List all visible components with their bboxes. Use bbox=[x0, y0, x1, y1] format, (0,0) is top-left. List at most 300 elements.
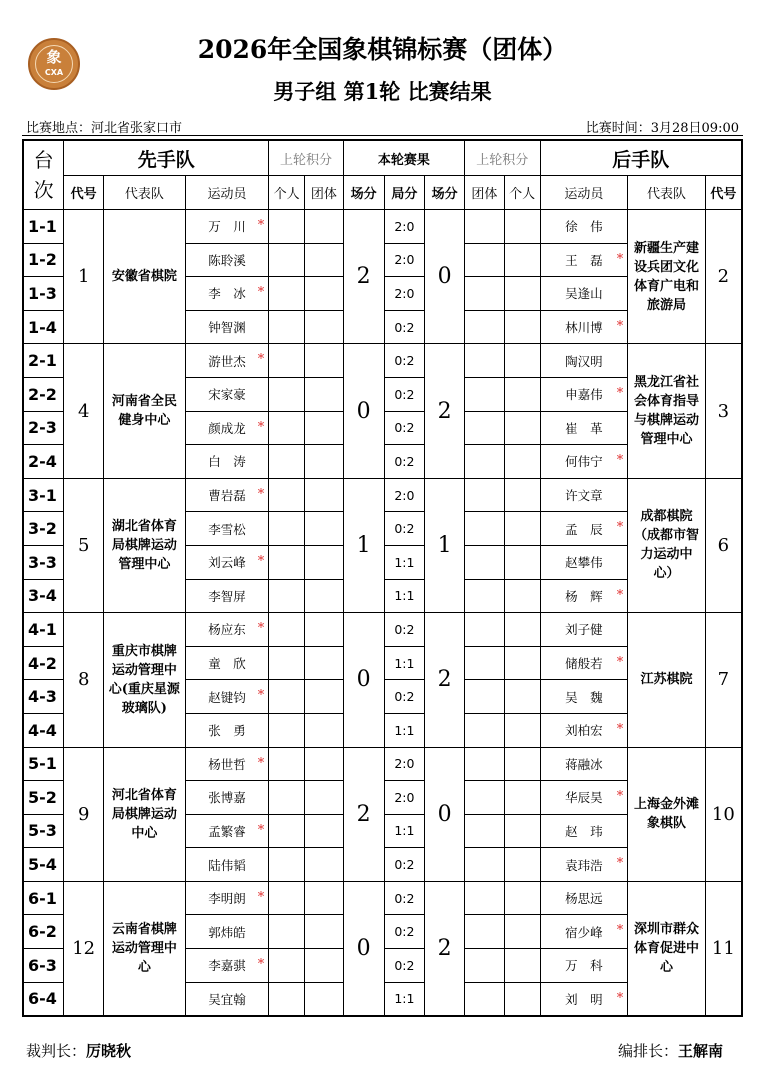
away-match-score: 2 bbox=[425, 344, 465, 478]
home-group-prev bbox=[304, 277, 343, 311]
seed-star-icon: * bbox=[257, 621, 265, 637]
away-player bbox=[540, 377, 628, 411]
home-code: 1 bbox=[64, 210, 104, 344]
away-player bbox=[540, 747, 628, 781]
home-player bbox=[185, 512, 269, 546]
home-team-name: 云南省棋牌运动管理中心 bbox=[104, 881, 186, 1016]
away-player-name: 刘柏宏 bbox=[565, 723, 603, 739]
board-number: 3-3 bbox=[23, 545, 64, 579]
seed-star-icon: * bbox=[616, 789, 624, 805]
away-player-name: 林川博 bbox=[565, 320, 603, 336]
board-number: 4-4 bbox=[23, 713, 64, 747]
home-match-score: 0 bbox=[343, 613, 384, 747]
home-player bbox=[185, 646, 269, 680]
home-player bbox=[185, 747, 269, 781]
game-score: 0:2 bbox=[384, 310, 425, 344]
home-group-prev bbox=[304, 646, 343, 680]
home-individual-prev bbox=[269, 210, 305, 244]
home-player bbox=[185, 781, 269, 815]
home-individual-prev bbox=[269, 915, 305, 949]
away-individual-header: 个人 bbox=[504, 176, 540, 210]
home-player-name: 李明朗 bbox=[208, 891, 246, 907]
game-score: 1:1 bbox=[384, 982, 425, 1016]
logo-text: CXA bbox=[44, 68, 64, 77]
away-individual-prev bbox=[504, 848, 540, 882]
home-player bbox=[185, 277, 269, 311]
away-group-prev bbox=[465, 377, 505, 411]
away-player bbox=[540, 545, 628, 579]
away-group-prev bbox=[465, 344, 505, 378]
home-code: 5 bbox=[64, 478, 104, 612]
board-number: 5-4 bbox=[23, 848, 64, 882]
away-player bbox=[540, 848, 628, 882]
away-player-header: 运动员 bbox=[540, 176, 628, 210]
home-team-header: 先手队 bbox=[64, 140, 269, 176]
away-group-prev bbox=[465, 478, 505, 512]
board-number: 1-1 bbox=[23, 210, 64, 244]
seed-star-icon: * bbox=[616, 318, 624, 334]
home-player-name: 李嘉骐 bbox=[208, 958, 246, 974]
arranger-name: 王解南 bbox=[677, 1042, 723, 1060]
game-score: 0:2 bbox=[384, 344, 425, 378]
game-score: 0:2 bbox=[384, 445, 425, 479]
game-score: 0:2 bbox=[384, 848, 425, 882]
game-score: 0:2 bbox=[384, 915, 425, 949]
referee-line bbox=[26, 1040, 131, 1061]
home-individual-prev bbox=[269, 277, 305, 311]
away-individual-prev bbox=[504, 310, 540, 344]
home-player-name: 赵键钧 bbox=[208, 689, 246, 705]
home-code: 4 bbox=[64, 344, 104, 478]
away-code-header: 代号 bbox=[705, 176, 742, 210]
home-player-name: 杨世哲 bbox=[208, 756, 246, 772]
seed-star-icon: * bbox=[616, 385, 624, 401]
away-group-prev bbox=[465, 680, 505, 714]
away-player-name: 华辰昊 bbox=[565, 790, 603, 806]
home-group-prev bbox=[304, 747, 343, 781]
away-group-prev bbox=[465, 814, 505, 848]
home-player-name: 陆伟韬 bbox=[208, 857, 246, 873]
away-player-name: 蒋融冰 bbox=[565, 756, 603, 772]
away-individual-prev bbox=[504, 982, 540, 1016]
away-code: 7 bbox=[705, 613, 742, 747]
home-player-name: 吴宜翰 bbox=[208, 991, 246, 1007]
home-group-prev bbox=[304, 848, 343, 882]
away-player bbox=[540, 646, 628, 680]
game-score: 0:2 bbox=[384, 411, 425, 445]
home-player-name: 曹岩磊 bbox=[208, 488, 246, 504]
home-individual-prev bbox=[269, 680, 305, 714]
game-score: 2:0 bbox=[384, 478, 425, 512]
home-individual-prev bbox=[269, 781, 305, 815]
away-player-name: 赵攀伟 bbox=[565, 555, 603, 571]
game-score: 0:2 bbox=[384, 377, 425, 411]
game-score: 1:1 bbox=[384, 646, 425, 680]
game-score: 0:2 bbox=[384, 949, 425, 983]
away-individual-prev bbox=[504, 377, 540, 411]
home-match-score: 1 bbox=[343, 478, 384, 612]
home-player bbox=[185, 243, 269, 277]
seed-star-icon: * bbox=[257, 755, 265, 771]
home-group-prev bbox=[304, 949, 343, 983]
away-individual-prev bbox=[504, 243, 540, 277]
home-player bbox=[185, 915, 269, 949]
away-player-name: 申嘉伟 bbox=[565, 387, 603, 403]
board-number: 5-2 bbox=[23, 781, 64, 815]
home-individual-prev bbox=[269, 949, 305, 983]
home-code: 8 bbox=[64, 613, 104, 747]
away-player bbox=[540, 613, 628, 647]
home-group-prev bbox=[304, 512, 343, 546]
results-table bbox=[22, 139, 743, 1017]
away-code: 11 bbox=[705, 881, 742, 1016]
home-individual-prev bbox=[269, 848, 305, 882]
referee-name: 厉晓秋 bbox=[86, 1042, 132, 1060]
away-match-score: 1 bbox=[425, 478, 465, 612]
home-player-name: 刘云峰 bbox=[208, 555, 246, 571]
game-score: 1:1 bbox=[384, 814, 425, 848]
home-group-prev bbox=[304, 445, 343, 479]
home-player bbox=[185, 310, 269, 344]
away-group-prev bbox=[465, 613, 505, 647]
home-group-prev bbox=[304, 781, 343, 815]
board-number: 6-3 bbox=[23, 949, 64, 983]
home-group-prev bbox=[304, 243, 343, 277]
away-group-prev bbox=[465, 915, 505, 949]
home-group-prev bbox=[304, 613, 343, 647]
table-row bbox=[23, 478, 742, 512]
table-row bbox=[23, 613, 742, 647]
away-individual-prev bbox=[504, 344, 540, 378]
away-player bbox=[540, 579, 628, 613]
away-individual-prev bbox=[504, 579, 540, 613]
seed-star-icon: * bbox=[257, 553, 265, 569]
away-group-prev bbox=[465, 982, 505, 1016]
venue-text: 比赛地点：河北省张家口市 bbox=[26, 121, 183, 136]
away-individual-prev bbox=[504, 814, 540, 848]
away-individual-prev bbox=[504, 747, 540, 781]
away-player-name: 崔 革 bbox=[565, 420, 603, 436]
game-score: 1:1 bbox=[384, 545, 425, 579]
away-individual-prev bbox=[504, 881, 540, 915]
away-player bbox=[540, 881, 628, 915]
seed-star-icon: * bbox=[257, 486, 265, 502]
home-player-name: 郭炜皓 bbox=[208, 924, 246, 940]
seed-star-icon: * bbox=[616, 721, 624, 737]
away-player bbox=[540, 344, 628, 378]
prev-points-left-header: 上轮积分 bbox=[269, 140, 343, 176]
game-pts-header: 局分 bbox=[384, 176, 425, 210]
away-group-prev bbox=[465, 210, 505, 244]
home-group-prev bbox=[304, 411, 343, 445]
home-player-name: 李智屏 bbox=[208, 588, 246, 604]
home-match-score: 0 bbox=[343, 344, 384, 478]
seed-star-icon: * bbox=[616, 251, 624, 267]
table-row bbox=[23, 881, 742, 915]
board-number: 1-4 bbox=[23, 310, 64, 344]
game-score: 0:2 bbox=[384, 680, 425, 714]
home-player bbox=[185, 411, 269, 445]
home-player bbox=[185, 949, 269, 983]
away-individual-prev bbox=[504, 949, 540, 983]
home-player-header: 运动员 bbox=[185, 176, 269, 210]
away-player bbox=[540, 310, 628, 344]
home-player bbox=[185, 982, 269, 1016]
prev-points-right-header: 上轮积分 bbox=[465, 140, 540, 176]
seed-star-icon: * bbox=[257, 419, 265, 435]
away-team-name: 深圳市群众体育促进中心 bbox=[628, 881, 706, 1016]
game-score: 2:0 bbox=[384, 277, 425, 311]
header-divider bbox=[22, 135, 743, 136]
home-player bbox=[185, 579, 269, 613]
board-number: 1-3 bbox=[23, 277, 64, 311]
home-code-header: 代号 bbox=[64, 176, 104, 210]
away-player-name: 刘 明 bbox=[565, 991, 603, 1007]
seed-star-icon: * bbox=[257, 889, 265, 905]
away-individual-prev bbox=[504, 210, 540, 244]
home-group-prev bbox=[304, 713, 343, 747]
board-number: 6-4 bbox=[23, 982, 64, 1016]
away-player-name: 宿少峰 bbox=[565, 924, 603, 940]
board-number: 2-1 bbox=[23, 344, 64, 378]
away-player bbox=[540, 781, 628, 815]
seed-star-icon: * bbox=[257, 218, 265, 233]
home-team-name: 安徽省棋院 bbox=[104, 210, 186, 344]
home-match-pts-header: 场分 bbox=[343, 176, 384, 210]
home-individual-prev bbox=[269, 814, 305, 848]
away-group-prev bbox=[465, 411, 505, 445]
seed-star-icon: * bbox=[616, 856, 624, 872]
home-group-prev bbox=[304, 478, 343, 512]
away-group-prev bbox=[465, 512, 505, 546]
home-player bbox=[185, 344, 269, 378]
away-player-name: 杨思远 bbox=[565, 891, 603, 907]
game-score: 0:2 bbox=[384, 613, 425, 647]
referee-label: 裁判长： bbox=[26, 1042, 87, 1060]
away-individual-prev bbox=[504, 478, 540, 512]
seed-star-icon: * bbox=[616, 654, 624, 670]
home-player bbox=[185, 377, 269, 411]
away-individual-prev bbox=[504, 545, 540, 579]
home-individual-prev bbox=[269, 344, 305, 378]
board-number: 1-2 bbox=[23, 243, 64, 277]
away-code: 2 bbox=[705, 210, 742, 344]
away-player-name: 刘子健 bbox=[565, 622, 603, 638]
arranger-label: 编排长： bbox=[617, 1042, 678, 1060]
away-player-name: 何伟宁 bbox=[565, 454, 603, 470]
away-individual-prev bbox=[504, 512, 540, 546]
away-code: 3 bbox=[705, 344, 742, 478]
home-individual-prev bbox=[269, 545, 305, 579]
away-group-prev bbox=[465, 445, 505, 479]
home-group-prev bbox=[304, 881, 343, 915]
home-group-prev bbox=[304, 377, 343, 411]
away-code: 6 bbox=[705, 478, 742, 612]
home-player bbox=[185, 445, 269, 479]
seed-star-icon: * bbox=[257, 822, 265, 838]
home-individual-header: 个人 bbox=[269, 176, 305, 210]
home-group-prev bbox=[304, 814, 343, 848]
home-individual-prev bbox=[269, 613, 305, 647]
away-group-prev bbox=[465, 781, 505, 815]
away-group-prev bbox=[465, 545, 505, 579]
away-team-name: 成都棋院（成都市智力运动中心） bbox=[628, 478, 706, 612]
game-score: 2:0 bbox=[384, 243, 425, 277]
home-team-name: 湖北省体育局棋牌运动管理中心 bbox=[104, 478, 186, 612]
home-player-name: 白 涛 bbox=[208, 454, 246, 470]
home-player-name: 李 冰 bbox=[208, 286, 246, 302]
home-individual-prev bbox=[269, 377, 305, 411]
away-player-name: 吴 魏 bbox=[565, 689, 603, 705]
away-individual-prev bbox=[504, 680, 540, 714]
home-player-name: 游世杰 bbox=[208, 353, 246, 369]
home-player-name: 童 欣 bbox=[208, 656, 246, 672]
board-number: 2-4 bbox=[23, 445, 64, 479]
home-player-name: 颜成龙 bbox=[208, 420, 246, 436]
home-individual-prev bbox=[269, 478, 305, 512]
home-team-col-header: 代表队 bbox=[104, 176, 186, 210]
away-individual-prev bbox=[504, 411, 540, 445]
away-match-score: 2 bbox=[425, 613, 465, 747]
home-code: 9 bbox=[64, 747, 104, 881]
board-number: 3-1 bbox=[23, 478, 64, 512]
home-player-name: 李雪松 bbox=[208, 521, 246, 537]
away-player-name: 赵 玮 bbox=[565, 823, 603, 839]
board-header: 台次 bbox=[23, 140, 64, 210]
home-player bbox=[185, 680, 269, 714]
away-player-name: 吴逢山 bbox=[565, 286, 603, 302]
home-group-prev bbox=[304, 210, 343, 244]
home-player-name: 张 勇 bbox=[208, 723, 246, 739]
board-number: 2-2 bbox=[23, 377, 64, 411]
away-match-score: 0 bbox=[425, 747, 465, 881]
board-number: 3-4 bbox=[23, 579, 64, 613]
seed-star-icon: * bbox=[616, 520, 624, 536]
home-player-name: 陈聆溪 bbox=[208, 252, 246, 268]
board-number: 3-2 bbox=[23, 512, 64, 546]
away-player-name: 万 科 bbox=[565, 958, 603, 974]
home-individual-prev bbox=[269, 881, 305, 915]
seed-star-icon: * bbox=[257, 285, 265, 301]
home-player bbox=[185, 848, 269, 882]
away-player bbox=[540, 949, 628, 983]
home-individual-prev bbox=[269, 646, 305, 680]
away-group-prev bbox=[465, 243, 505, 277]
home-group-prev bbox=[304, 915, 343, 949]
away-team-header: 后手队 bbox=[540, 140, 742, 176]
home-match-score: 2 bbox=[343, 747, 384, 881]
away-player bbox=[540, 210, 628, 244]
away-player bbox=[540, 713, 628, 747]
away-player bbox=[540, 478, 628, 512]
away-player-name: 许文章 bbox=[565, 488, 603, 504]
away-player-name: 徐 伟 bbox=[565, 219, 603, 235]
away-player-name: 杨 辉 bbox=[565, 588, 603, 604]
home-individual-prev bbox=[269, 747, 305, 781]
home-individual-prev bbox=[269, 243, 305, 277]
home-player bbox=[185, 613, 269, 647]
home-player-name: 宋家豪 bbox=[208, 387, 246, 403]
away-group-prev bbox=[465, 848, 505, 882]
away-team-name: 上海金外滩象棋队 bbox=[628, 747, 706, 881]
home-individual-prev bbox=[269, 310, 305, 344]
game-score: 0:2 bbox=[384, 881, 425, 915]
seed-star-icon: * bbox=[257, 352, 265, 368]
home-player-name: 张博嘉 bbox=[208, 790, 246, 806]
arranger-line bbox=[618, 1040, 723, 1061]
home-individual-prev bbox=[269, 579, 305, 613]
board-number: 4-1 bbox=[23, 613, 64, 647]
home-team-name: 重庆市棋牌运动管理中心(重庆星源玻璃队) bbox=[104, 613, 186, 747]
away-individual-prev bbox=[504, 915, 540, 949]
game-score: 2:0 bbox=[384, 747, 425, 781]
home-group-prev bbox=[304, 344, 343, 378]
away-player bbox=[540, 512, 628, 546]
game-score: 0:2 bbox=[384, 512, 425, 546]
home-individual-prev bbox=[269, 411, 305, 445]
page-subtitle: 男子组 第1轮 比赛结果 bbox=[273, 79, 492, 104]
logo-glyph: 象 bbox=[46, 48, 62, 66]
away-player bbox=[540, 445, 628, 479]
board-number: 5-1 bbox=[23, 747, 64, 781]
seed-star-icon: * bbox=[616, 587, 624, 603]
away-individual-prev bbox=[504, 781, 540, 815]
away-team-name: 黑龙江省社会体育指导与棋牌运动管理中心 bbox=[628, 344, 706, 478]
home-match-score: 2 bbox=[343, 210, 384, 344]
seed-star-icon: * bbox=[257, 957, 265, 973]
away-group-header: 团体 bbox=[465, 176, 505, 210]
board-number: 6-1 bbox=[23, 881, 64, 915]
home-player-name: 孟繁睿 bbox=[208, 823, 246, 839]
home-player bbox=[185, 545, 269, 579]
board-number: 4-2 bbox=[23, 646, 64, 680]
board-number: 6-2 bbox=[23, 915, 64, 949]
away-group-prev bbox=[465, 747, 505, 781]
home-player bbox=[185, 814, 269, 848]
away-code: 10 bbox=[705, 747, 742, 881]
seed-star-icon: * bbox=[257, 688, 265, 704]
time-text: 比赛时间：3月28日09:00 bbox=[585, 121, 739, 136]
away-player bbox=[540, 411, 628, 445]
board-number: 2-3 bbox=[23, 411, 64, 445]
home-player-name: 杨应东 bbox=[208, 622, 246, 638]
away-group-prev bbox=[465, 949, 505, 983]
seed-star-icon: * bbox=[616, 923, 624, 939]
away-group-prev bbox=[465, 579, 505, 613]
home-individual-prev bbox=[269, 982, 305, 1016]
home-player bbox=[185, 713, 269, 747]
away-team-name: 新疆生产建设兵团文化体育广电和旅游局 bbox=[628, 210, 706, 344]
away-player bbox=[540, 915, 628, 949]
game-score: 1:1 bbox=[384, 579, 425, 613]
home-individual-prev bbox=[269, 512, 305, 546]
away-player-name: 袁玮浩 bbox=[565, 857, 603, 873]
away-player bbox=[540, 277, 628, 311]
home-group-prev bbox=[304, 579, 343, 613]
away-player-name: 孟 辰 bbox=[565, 521, 603, 537]
away-team-col-header: 代表队 bbox=[628, 176, 706, 210]
away-individual-prev bbox=[504, 277, 540, 311]
away-individual-prev bbox=[504, 445, 540, 479]
away-match-score: 2 bbox=[425, 881, 465, 1016]
away-player bbox=[540, 243, 628, 277]
away-player bbox=[540, 982, 628, 1016]
page-title: 2026年全国象棋锦标赛（团体） bbox=[197, 35, 568, 64]
home-team-name: 河南省全民健身中心 bbox=[104, 344, 186, 478]
home-player bbox=[185, 478, 269, 512]
home-player-name: 万 川 bbox=[208, 219, 246, 235]
away-match-score: 0 bbox=[425, 210, 465, 344]
